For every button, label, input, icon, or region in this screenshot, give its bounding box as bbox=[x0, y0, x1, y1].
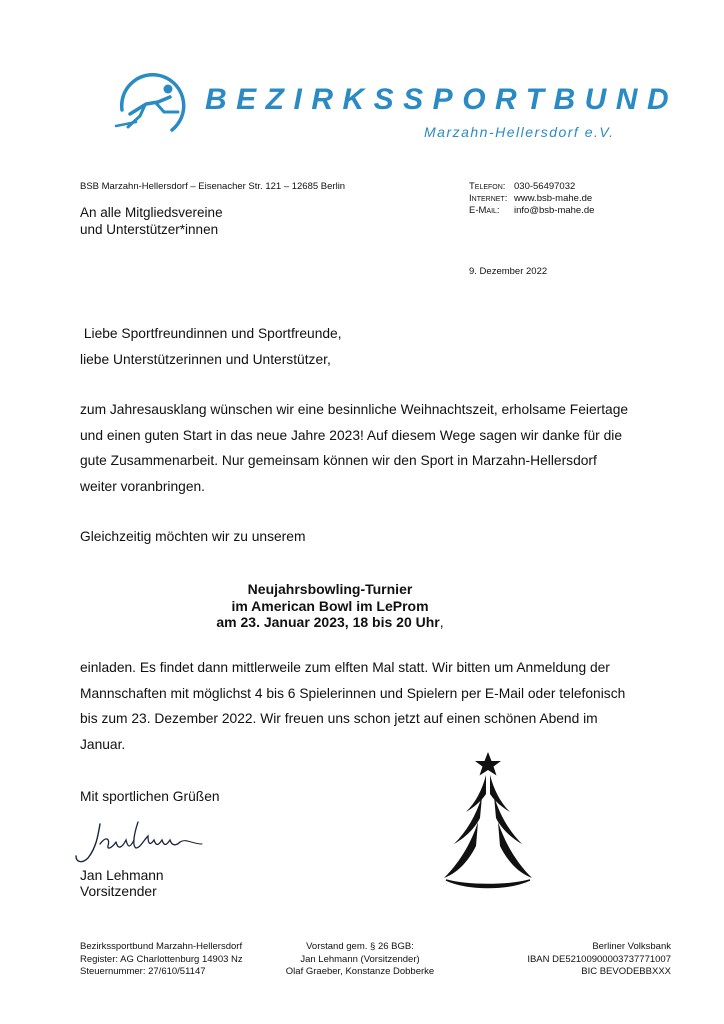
christmas-tree-icon bbox=[438, 750, 538, 895]
letter-date: 9. Dezember 2022 bbox=[469, 266, 548, 277]
logo-wordmark: BEZIRKSSPORTBUND bbox=[205, 83, 679, 116]
event-venue: im American Bowl im LeProm bbox=[231, 597, 429, 614]
footer-line: IBAN DE52100900003737771007 bbox=[527, 953, 671, 965]
footer-line: Olaf Graeber, Konstanze Dobberke bbox=[285, 966, 435, 977]
footer-line: Jan Lehmann (Vorsitzender) bbox=[300, 953, 420, 965]
contact-label: Internet: bbox=[469, 193, 508, 204]
event-title: Neujahrsbowling-Turnier bbox=[247, 581, 413, 597]
closing-phrase: Mit sportlichen Grüßen bbox=[80, 789, 220, 804]
salutation-line: Liebe Sportfreundinnen und Sportfreunde, bbox=[80, 326, 342, 341]
event-datetime-comma: , bbox=[439, 614, 444, 630]
contact-label: E-Mail: bbox=[469, 205, 500, 216]
contact-block bbox=[469, 181, 594, 217]
paragraph-line: gute Zusammenarbeit. Nur gemeinsam können wir den Sport in Marzahn-Hellersdorf bbox=[80, 453, 597, 468]
contact-phone bbox=[469, 181, 594, 193]
footer-organization bbox=[80, 941, 243, 979]
contact-value: www.bsb-mahe.de bbox=[514, 193, 593, 204]
logo-subtitle: Marzahn-Hellersdorf e.V. bbox=[424, 124, 615, 140]
footer-line: Berliner Volksbank bbox=[592, 941, 671, 952]
paragraph-invitation-intro: Gleichzeitig möchten wir zu unserem bbox=[80, 529, 306, 544]
contact-email bbox=[469, 205, 594, 217]
signer-title: Vorsitzender bbox=[80, 884, 157, 899]
paragraph-line: Mannschaften mit möglichst 4 bis 6 Spielerinnen und Spielern per E-Mail oder telefonisch bbox=[80, 685, 626, 701]
footer-line: Vorstand gem. § 26 BGB: bbox=[306, 941, 414, 952]
event-datetime bbox=[80, 614, 580, 631]
salutation-line: liebe Unterstützerinnen und Unterstützer, bbox=[80, 351, 331, 367]
contact-website bbox=[469, 193, 594, 205]
sender-address-line: BSB Marzahn-Hellersdorf – Eisenacher Str. 121 – 12685 Berlin bbox=[80, 181, 346, 192]
paragraph-greetings bbox=[80, 397, 628, 499]
event-datetime-text: am 23. Januar 2023, 18 bis 20 Uhr bbox=[216, 614, 440, 630]
footer-line: Register: AG Charlottenburg 14903 Nz bbox=[80, 953, 243, 965]
signer-block bbox=[80, 868, 164, 900]
paragraph-line: zum Jahresausklang wünschen wir eine besinnliche Weihnachtszeit, erholsame Feiertage bbox=[80, 402, 629, 417]
recipient-block bbox=[80, 204, 223, 238]
paragraph-line: und einen guten Start in das neue Jahre 2023! Auf diesem Wege sagen wir danke für die bbox=[80, 427, 623, 443]
handwritten-signature bbox=[70, 814, 210, 870]
footer-bank bbox=[480, 941, 671, 979]
paragraph-line: bis zum 23. Dezember 2022. Wir freuen uns schon jetzt auf einen schönen Abend im bbox=[80, 711, 598, 726]
signer-name: Jan Lehmann bbox=[80, 868, 164, 883]
runner-swoosh-icon bbox=[112, 72, 190, 142]
contact-value: info@bsb-mahe.de bbox=[514, 205, 595, 216]
event-announcement bbox=[80, 581, 580, 631]
contact-label: Telefon: bbox=[469, 181, 506, 192]
recipient-line: An alle Mitgliedsvereine bbox=[80, 205, 223, 220]
paragraph-registration bbox=[80, 655, 625, 757]
footer-line: Steuernummer: 27/610/51147 bbox=[80, 966, 206, 977]
footer-board bbox=[280, 941, 440, 979]
contact-value: 030-56497032 bbox=[514, 181, 576, 192]
paragraph-line: einladen. Es findet dann mittlerweile zum elften Mal statt. Wir bitten um Anmeldung der bbox=[80, 660, 610, 675]
paragraph-line: weiter voranbringen. bbox=[80, 478, 206, 494]
recipient-line: und Unterstützer*innen bbox=[80, 222, 219, 237]
footer-line: Bezirkssportbund Marzahn-Hellersdorf bbox=[80, 941, 243, 952]
paragraph-line: Januar. bbox=[80, 736, 126, 752]
salutation bbox=[80, 321, 342, 372]
footer-line: BIC BEVODEBBXXX bbox=[581, 966, 671, 977]
